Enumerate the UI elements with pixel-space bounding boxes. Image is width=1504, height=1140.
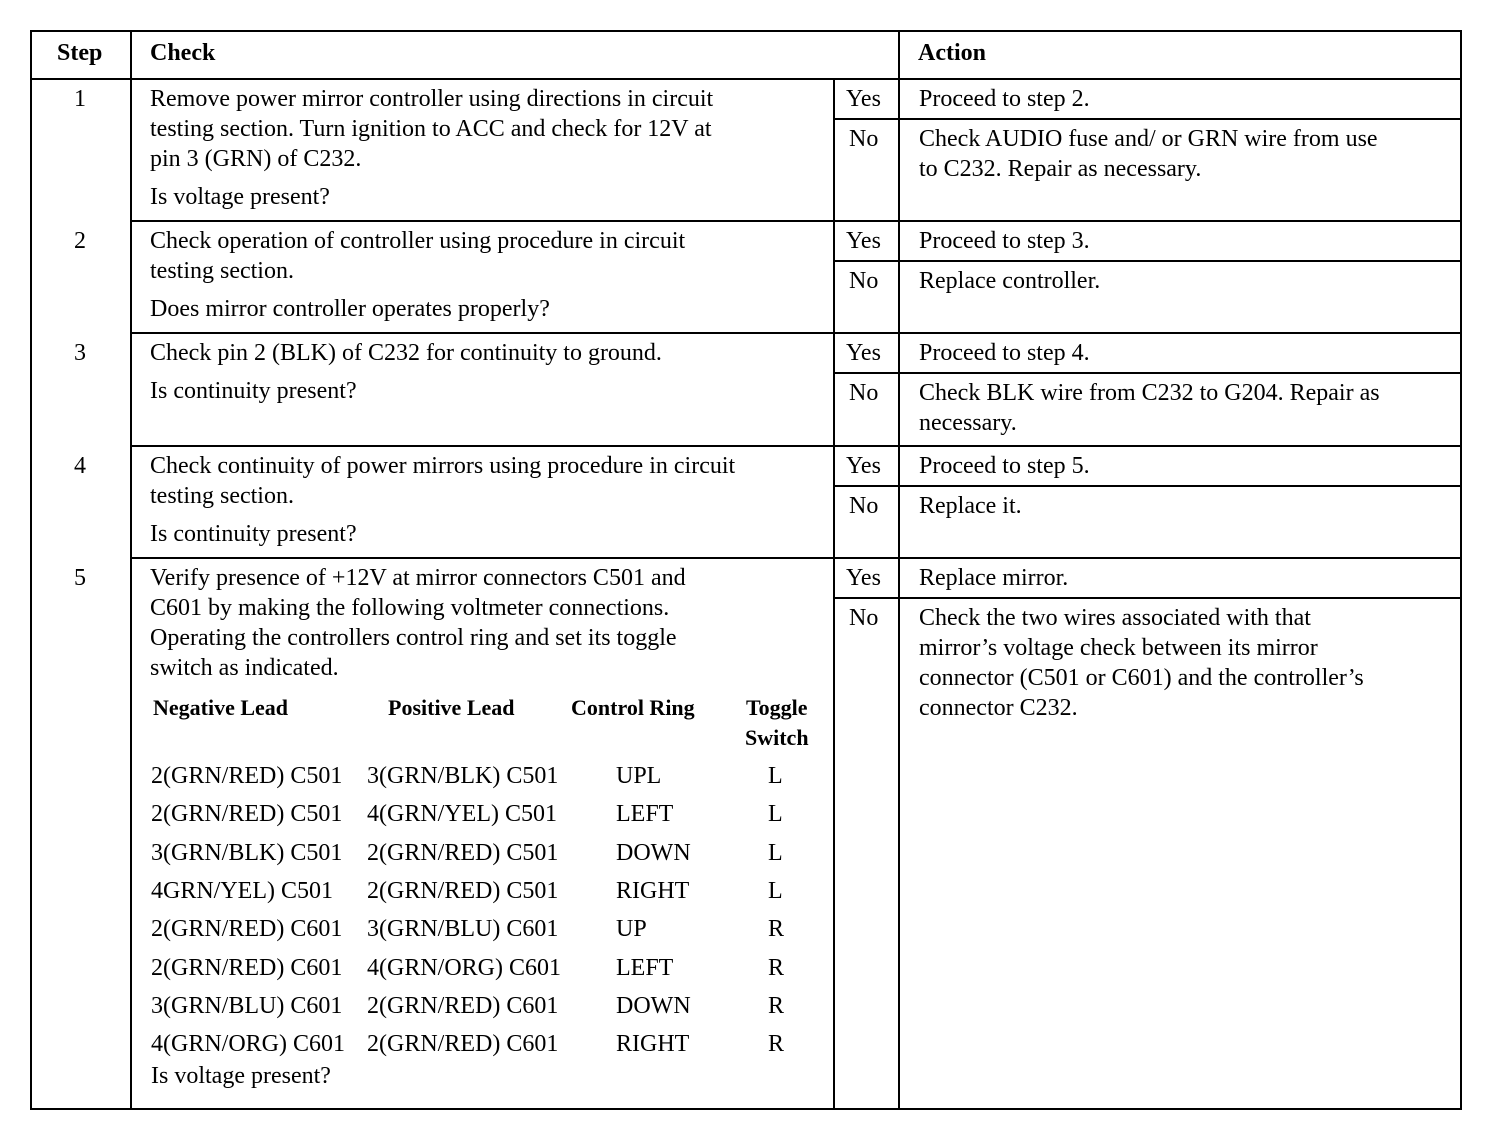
yes-action-text: Proceed to step 2. <box>919 86 1090 112</box>
vm-cell: 3(GRN/BLU) C601 <box>367 916 559 943</box>
vm-cell: 3(GRN/BLU) C601 <box>151 992 343 1019</box>
vm-cell: 2(GRN/RED) C601 <box>367 992 559 1019</box>
vm-cell: 2(GRN/RED) C501 <box>367 877 559 904</box>
vm-cell: UP <box>616 916 647 943</box>
vm-cell: R <box>768 992 785 1019</box>
header-step: Step <box>57 40 103 66</box>
vm-cell: R <box>768 954 785 981</box>
header-check: Check <box>150 40 216 66</box>
no-action-text: Replace controller. <box>919 268 1101 294</box>
vm-header-negative: Negative Lead <box>153 695 289 720</box>
no-label: No <box>849 605 879 631</box>
vm-cell: 2(GRN/RED) C501 <box>367 839 559 866</box>
no-action-text: Check BLK wire from C232 to G204. Repair as <box>919 380 1380 406</box>
vm-cell: 2(GRN/RED) C501 <box>151 763 343 789</box>
step-number: 3 <box>74 340 86 366</box>
vm-cell: L <box>768 801 783 828</box>
vm-cell: RIGHT <box>616 877 690 904</box>
vm-cell: DOWN <box>616 992 691 1019</box>
yes-action-text: Proceed to step 4. <box>919 340 1090 366</box>
no-label: No <box>849 493 879 519</box>
vm-header-toggle: Toggle <box>746 695 808 720</box>
vm-cell: 4(GRN/ORG) C601 <box>367 954 562 981</box>
vm-cell: 3(GRN/BLK) C501 <box>367 763 559 789</box>
no-action-text: Replace it. <box>919 493 1022 519</box>
yes-action-text: Proceed to step 5. <box>919 453 1090 479</box>
no-label: No <box>849 268 879 294</box>
check-question: Does mirror controller operates properly? <box>150 296 550 322</box>
yes-label: Yes <box>846 340 881 366</box>
no-action-text: connector (C501 or C601) and the controller’s <box>919 665 1364 691</box>
check-question: Is continuity present? <box>150 521 357 547</box>
vm-cell: 2(GRN/RED) C601 <box>151 916 343 943</box>
yes-label: Yes <box>846 565 881 591</box>
check-text: pin 3 (GRN) of C232. <box>150 146 362 172</box>
no-action-text: Check the two wires associated with that <box>919 605 1311 631</box>
vm-cell: 4(GRN/YEL) C501 <box>367 801 557 828</box>
check-text: testing section. Turn ignition to ACC and check for 12V at <box>150 116 712 142</box>
no-label: No <box>849 126 879 152</box>
yes-label: Yes <box>846 453 881 479</box>
check-text: Check pin 2 (BLK) of C232 for continuity to ground. <box>150 340 662 366</box>
check-question: Is continuity present? <box>150 378 357 404</box>
vm-cell: UPL <box>616 763 662 789</box>
no-action-text: Check AUDIO fuse and/ or GRN wire from use <box>919 126 1378 152</box>
vm-cell: R <box>768 1031 785 1058</box>
vm-cell: L <box>768 763 783 789</box>
check-text: Operating the controllers control ring and set its toggle <box>150 625 677 651</box>
yes-action-text: Proceed to step 3. <box>919 228 1090 254</box>
vm-cell: LEFT <box>616 954 674 981</box>
check-text: Check operation of controller using procedure in circuit <box>150 228 686 254</box>
check-text: Remove power mirror controller using directions in circuit <box>150 86 714 112</box>
step-number: 2 <box>74 228 86 254</box>
vm-cell: R <box>768 916 785 943</box>
vm-header-positive: Positive Lead <box>388 695 515 720</box>
vm-cell: RIGHT <box>616 1031 690 1058</box>
vm-cell: L <box>768 839 783 866</box>
header-action: Action <box>918 40 986 66</box>
vm-cell: 2(GRN/RED) C601 <box>367 1031 559 1058</box>
no-cell <box>833 597 900 1110</box>
check-text: testing section. <box>150 483 294 509</box>
no-action-text: connector C232. <box>919 695 1078 721</box>
no-action-text: mirror’s voltage check between its mirror <box>919 635 1318 661</box>
check-text: testing section. <box>150 258 294 284</box>
no-label: No <box>849 380 879 406</box>
vm-cell: LEFT <box>616 801 674 828</box>
vm-cell: 2(GRN/RED) C501 <box>151 801 343 828</box>
step-number: 1 <box>74 86 86 112</box>
vm-cell: DOWN <box>616 839 691 866</box>
step-number: 5 <box>74 565 86 591</box>
vm-cell: 4(GRN/ORG) C601 <box>151 1031 346 1058</box>
yes-label: Yes <box>846 86 881 112</box>
step-number: 4 <box>74 453 86 479</box>
yes-action-text: Replace mirror. <box>919 565 1069 591</box>
no-action-text: to C232. Repair as necessary. <box>919 156 1202 182</box>
vm-cell: 3(GRN/BLK) C501 <box>151 839 343 866</box>
yes-label: Yes <box>846 228 881 254</box>
check-question: Is voltage present? <box>151 1063 331 1089</box>
check-question: Is voltage present? <box>150 184 330 210</box>
check-text: C601 by making the following voltmeter connections. <box>150 595 670 621</box>
vm-cell: 2(GRN/RED) C601 <box>151 954 343 981</box>
vm-cell: L <box>768 877 783 904</box>
vm-header-switch: Switch <box>745 725 809 750</box>
check-text: Check continuity of power mirrors using procedure in circuit <box>150 453 736 479</box>
check-text: Verify presence of +12V at mirror connectors C501 and <box>150 565 686 591</box>
vm-header-ring: Control Ring <box>571 695 695 720</box>
no-action-text: necessary. <box>919 410 1017 436</box>
check-text: switch as indicated. <box>150 655 339 681</box>
vm-cell: 4GRN/YEL) C501 <box>151 877 333 904</box>
